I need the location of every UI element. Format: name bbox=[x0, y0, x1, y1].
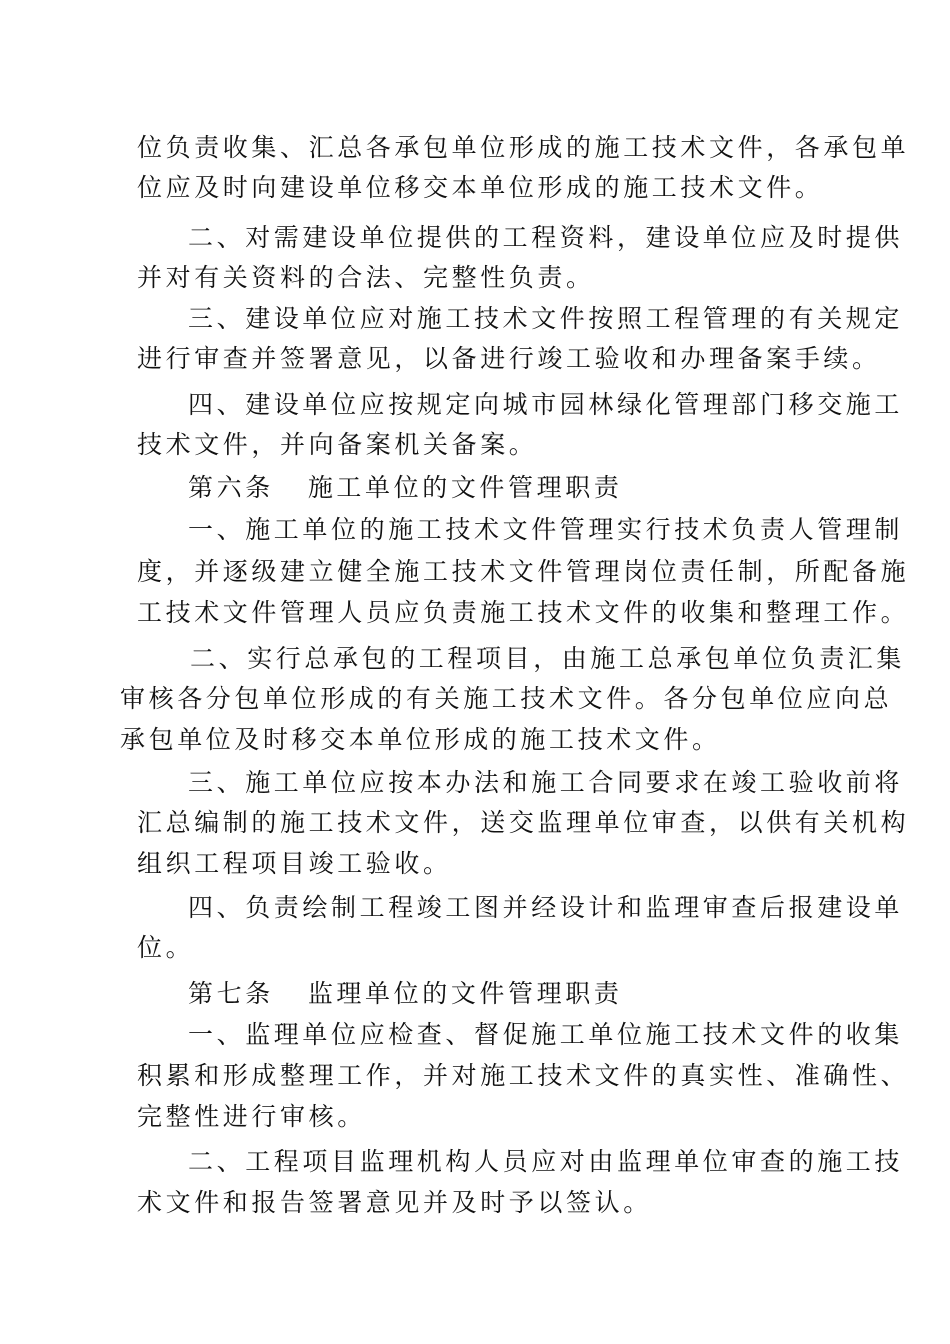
paragraph-line: 位负责收集、汇总各承包单位形成的施工技术文件，各承包单 bbox=[137, 133, 910, 162]
article-heading bbox=[188, 979, 622, 1009]
paragraph-line: 技术文件，并向备案机关备案。 bbox=[137, 430, 538, 459]
paragraph-line: 二、实行总承包的工程项目，由施工总承包单位负责汇集 bbox=[190, 644, 906, 673]
paragraph-line: 三、施工单位应按本办法和施工合同要求在竣工验收前将 bbox=[188, 768, 904, 797]
paragraph-line: 积累和形成整理工作，并对施工技术文件的真实性、准确性、 bbox=[137, 1061, 910, 1090]
paragraph-line: 位。 bbox=[137, 933, 195, 962]
paragraph-line: 一、监理单位应检查、督促施工单位施工技术文件的收集 bbox=[188, 1020, 904, 1049]
paragraph-line: 二、工程项目监理机构人员应对由监理单位审查的施工技 bbox=[188, 1147, 904, 1176]
article-title: 施工单位的文件管理职责 bbox=[307, 473, 623, 502]
paragraph-line: 工技术文件管理人员应负责施工技术文件的收集和整理工作。 bbox=[137, 598, 910, 627]
article-number: 第六条 bbox=[188, 473, 274, 502]
paragraph-line: 二、对需建设单位提供的工程资料，建设单位应及时提供 bbox=[188, 223, 904, 252]
paragraph-line: 完整性进行审核。 bbox=[137, 1102, 366, 1131]
paragraph-line: 四、建设单位应按规定向城市园林绿化管理部门移交施工 bbox=[188, 390, 904, 419]
paragraph-line: 并对有关资料的合法、完整性负责。 bbox=[137, 263, 595, 292]
paragraph-line: 承包单位及时移交本单位形成的施工技术文件。 bbox=[120, 725, 721, 754]
paragraph-line: 审核各分包单位形成的有关施工技术文件。各分包单位应向总 bbox=[120, 684, 893, 713]
paragraph-line: 一、施工单位的施工技术文件管理实行技术负责人管理制 bbox=[188, 515, 904, 544]
paragraph-line: 汇总编制的施工技术文件，送交监理单位审查，以供有关机构 bbox=[137, 808, 910, 837]
article-number: 第七条 bbox=[188, 979, 274, 1008]
article-title: 监理单位的文件管理职责 bbox=[307, 979, 623, 1008]
paragraph-line: 四、负责绘制工程竣工图并经设计和监理审查后报建设单 bbox=[188, 893, 904, 922]
paragraph-line: 位应及时向建设单位移交本单位形成的施工技术文件。 bbox=[137, 173, 824, 202]
paragraph-line: 术文件和报告签署意见并及时予以签认。 bbox=[137, 1188, 652, 1217]
paragraph-line: 三、建设单位应对施工技术文件按照工程管理的有关规定 bbox=[188, 304, 904, 333]
paragraph-line: 组织工程项目竣工验收。 bbox=[137, 849, 452, 878]
article-heading bbox=[188, 473, 622, 503]
paragraph-line: 进行审查并签署意见，以备进行竣工验收和办理备案手续。 bbox=[137, 344, 881, 373]
paragraph-line: 度，并逐级建立健全施工技术文件管理岗位责任制，所配备施 bbox=[137, 557, 910, 586]
